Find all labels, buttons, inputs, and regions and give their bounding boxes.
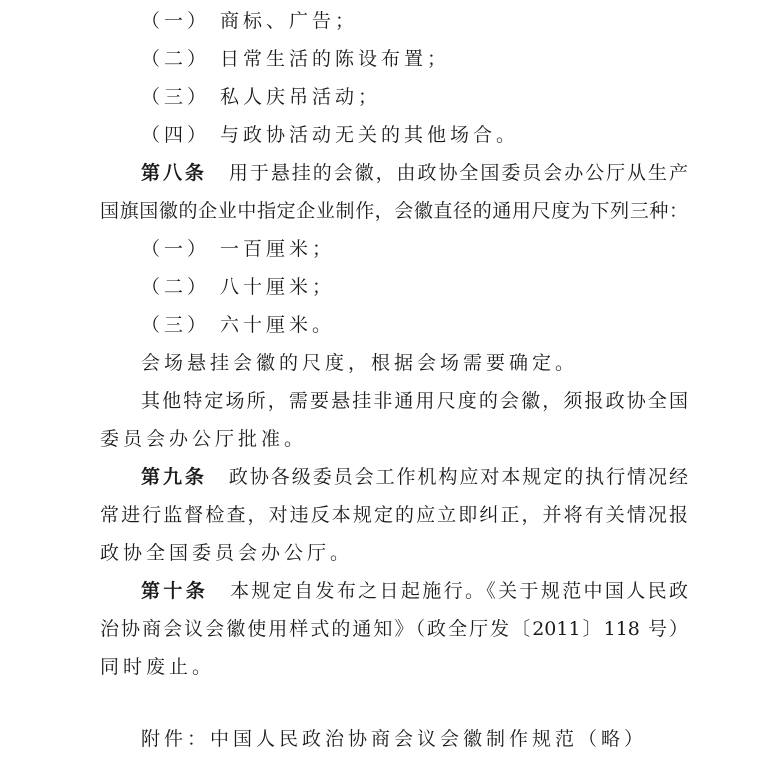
article-8-line-1 — [141, 160, 688, 186]
article-8-text-1: 用于悬挂的会徽，由政协全国委员会办公厅从生产 — [228, 162, 688, 184]
article-10-heading: 第十条 — [141, 580, 209, 602]
article-10-text-1: 本规定自发布之日起施行。《关于规范中国人民政 — [230, 580, 688, 602]
article-8-para-3-line-1: 其他特定场所，需要悬挂非通用尺度的会徽，须报政协全国 — [141, 390, 688, 412]
article-8-heading: 第八条 — [141, 162, 207, 184]
article-10-line-3: 同时废止。 — [100, 656, 216, 678]
list-item: （三） 六十厘米。 — [141, 314, 336, 336]
article-9-line-3: 政协全国委员会办公厅。 — [100, 542, 354, 564]
article-9-line-1 — [141, 464, 688, 490]
list-item: （四） 与政协活动无关的其他场合。 — [141, 124, 520, 146]
article-10-line-2: 治协商会议会徽使用样式的通知》（政全厅发〔2011〕118 号） — [100, 618, 688, 640]
list-item: （二） 日常生活的陈设布置； — [141, 48, 451, 70]
article-9-line-2: 常进行监督检查，对违反本规定的应立即纠正，并将有关情况报 — [100, 504, 688, 526]
list-item: （一） 商标、广告； — [141, 10, 359, 32]
attachment-note: 附件：中国人民政治协商会议会徽制作规范（略） — [141, 728, 648, 750]
article-8-para-2: 会场悬挂会徽的尺度，根据会场需要确定。 — [141, 352, 579, 374]
article-10-line-1 — [141, 578, 688, 604]
list-item: （二） 八十厘米； — [141, 276, 336, 298]
article-9-text-1: 政协各级委员会工作机构应对本规定的执行情况经 — [228, 466, 688, 488]
article-9-heading: 第九条 — [141, 466, 207, 488]
list-item: （一） 一百厘米； — [141, 238, 336, 260]
article-8-para-3-line-2: 委员会办公厅批准。 — [100, 428, 308, 450]
list-item: （三） 私人庆吊活动； — [141, 86, 382, 108]
article-8-line-2: 国旗国徽的企业中指定企业制作，会徽直径的通用尺度为下列三种： — [100, 200, 688, 222]
